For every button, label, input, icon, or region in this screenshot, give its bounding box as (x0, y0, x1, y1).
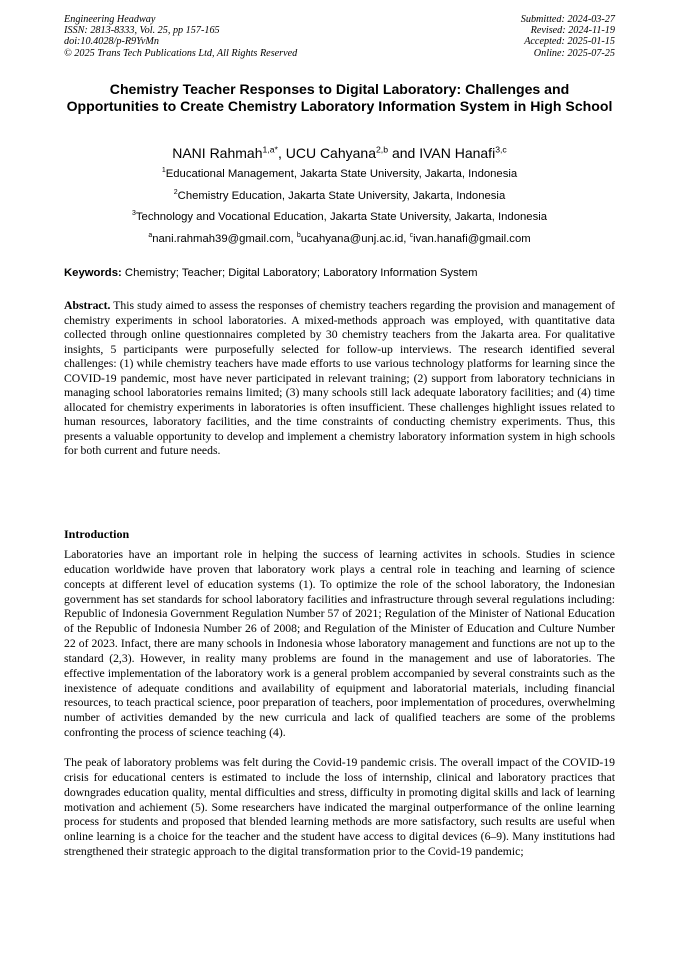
email-link[interactable]: ucahyana@unj.ac.id (300, 233, 404, 245)
email-link[interactable]: ivan.hanafi@gmail.com (413, 233, 531, 245)
journal-header-left (64, 14, 297, 59)
author-affiliation-mark: 3,c (495, 144, 507, 155)
body-paragraph: The peak of laboratory problems was felt during the Covid-19 pandemic crisis. The overall impact of the COVID-19 crisis for educational centers is estimated to include the loss of internship, clinical and laboratory practices that downgrades education quality, mental difficulties and stress, difficulty in promoting digital skills and lack of learning motivation and achiement (5). Some researchers have indicated the marginal outperformance of the online learning process for students and proposed that blended learning methods are more satisfactory, such results are useful when online learning is a choice for the teacher and the student have access to digital devices (6–9). Many institutions had strengthened their strategic approach to the digital transformation prior to the Covid-19 pandemic; (64, 756, 615, 859)
affiliation (64, 210, 615, 224)
copyright-line: © 2025 Trans Tech Publications Ltd, All Rights Reserved (64, 47, 298, 59)
email-mark: a (148, 232, 153, 240)
abstract (64, 299, 615, 459)
affiliation (64, 167, 615, 181)
journal-name: Engineering Headway (64, 14, 156, 25)
affiliation (64, 189, 615, 203)
issn-line: ISSN: 2813-8333, Vol. 25, pp 157-165 (64, 25, 220, 37)
email-link[interactable]: nani.rahmah39@gmail.com (152, 233, 291, 245)
author-separator: , (277, 145, 282, 161)
affiliation-text: Technology and Vocational Education, Jakarta State University, Jakarta, Indonesia (135, 211, 548, 223)
affiliation-text: Educational Management, Jakarta State University, Jakarta, Indonesia (165, 168, 518, 180)
journal-header-right (521, 14, 615, 59)
affiliation-mark: 3 (131, 210, 136, 218)
revised-date: Revised: 2024-11-19 (530, 25, 615, 37)
accepted-date: Accepted: 2025-01-15 (524, 36, 615, 48)
body-paragraph: Laboratories have an important role in helping the success of learning activites in schools. Studies in science education worldwide have proven that laboratory work plays a central role in teaching and learning of science concepts at different level of education systems (1). To optimize the role of the school laboratory, the Indonesian government has set standards for school laboratory facilities and infrastructure through several regulations including: Republic of Indonesia Government Regulation Number 57 of 2021; Regulation of the Minister of National Education of the Republic of Indonesia Number 26 of 2008; and Regulation of the Minister of Education and Culture Number 22 of 2023. Infact, there are many schools in Indonesia whose laboratory management and functions are not up to the standard (2,3). However, in reality many problems are found in the management and use of laboratories. The effective implementation of the laboratory work is a general problem accompanied by several constraints such as the inexistence of adequate conditions and availability of equipment and laboratorial materials, including financial resources, to teach practical science, poor preparation of teachers, poor implementation of procedures, overwhelming number of activities demanded by the new curricula and lack of qualified teachers are some of the problems confronting the process of science teaching (4). (64, 548, 615, 740)
author-affiliation-mark: 1,a* (262, 144, 278, 155)
author-name: NANI Rahmah (172, 145, 263, 161)
affiliation-mark: 1 (161, 167, 166, 175)
doi-line: doi:10.4028/p-R9YvMn (64, 36, 159, 48)
author-name: IVAN Hanafi (419, 145, 496, 161)
affiliation-mark: 2 (173, 189, 178, 197)
paper-title: Chemistry Teacher Responses to Digital Laboratory: Challenges and Opportunities to Create Chemistry Laboratory Information System in High School (66, 81, 613, 115)
keywords-label: Keywords: (64, 267, 122, 279)
keywords (64, 266, 615, 280)
author-name: UCU Cahyana (285, 145, 376, 161)
affiliation-text: Chemistry Education, Jakarta State University, Jakarta, Indonesia (177, 190, 506, 202)
abstract-label: Abstract. (64, 299, 111, 312)
online-date: Online: 2025-07-25 (533, 47, 615, 59)
keywords-text: Chemistry; Teacher; Digital Laboratory; Laboratory Information System (124, 267, 478, 279)
abstract-text: This study aimed to assess the responses of chemistry teachers regarding the provision and management of chemistry experiments in school laboratories. A mixed-methods approach was employed, with quantitative data collected through online questionnaires completed by 30 chemistry teachers from the Jakarta area. For qualitative insights, 5 participants were purposefully selected for follow-up interviews. The research identified several challenges: (1) while chemistry teachers have made efforts to use various technology platforms for learning since the COVID-19 pandemic, most have never participated in relevant training; (2) support from laboratory technicians in managing school laboratories remains limited; (3) many schools still lack adequate laboratory facilities; and (4) time allocated for chemistry experiments in laboratories is often insufficient. These challenges highlight issues related to human resources, laboratory facilities, and the time constraints of conducting chemistry experiments. Thus, this presents a valuable opportunity to develop and implement a chemistry laboratory information system in high schools for both current and future needs. (64, 299, 615, 458)
section-heading-introduction: Introduction (64, 527, 130, 541)
submitted-date: Submitted: 2024-03-27 (520, 14, 615, 25)
email-mark: c (409, 232, 414, 240)
email-mark: b (296, 232, 301, 240)
author-affiliation-mark: 2,b (375, 144, 389, 155)
author-list (64, 144, 615, 162)
author-emails: $^a$nani.rahmah39@gmail.com, $^b$ucahyana@unj.ac.id, $^c$ivan.hanafi@gmail.com (148, 232, 531, 245)
author-conjunction: and (391, 145, 416, 161)
